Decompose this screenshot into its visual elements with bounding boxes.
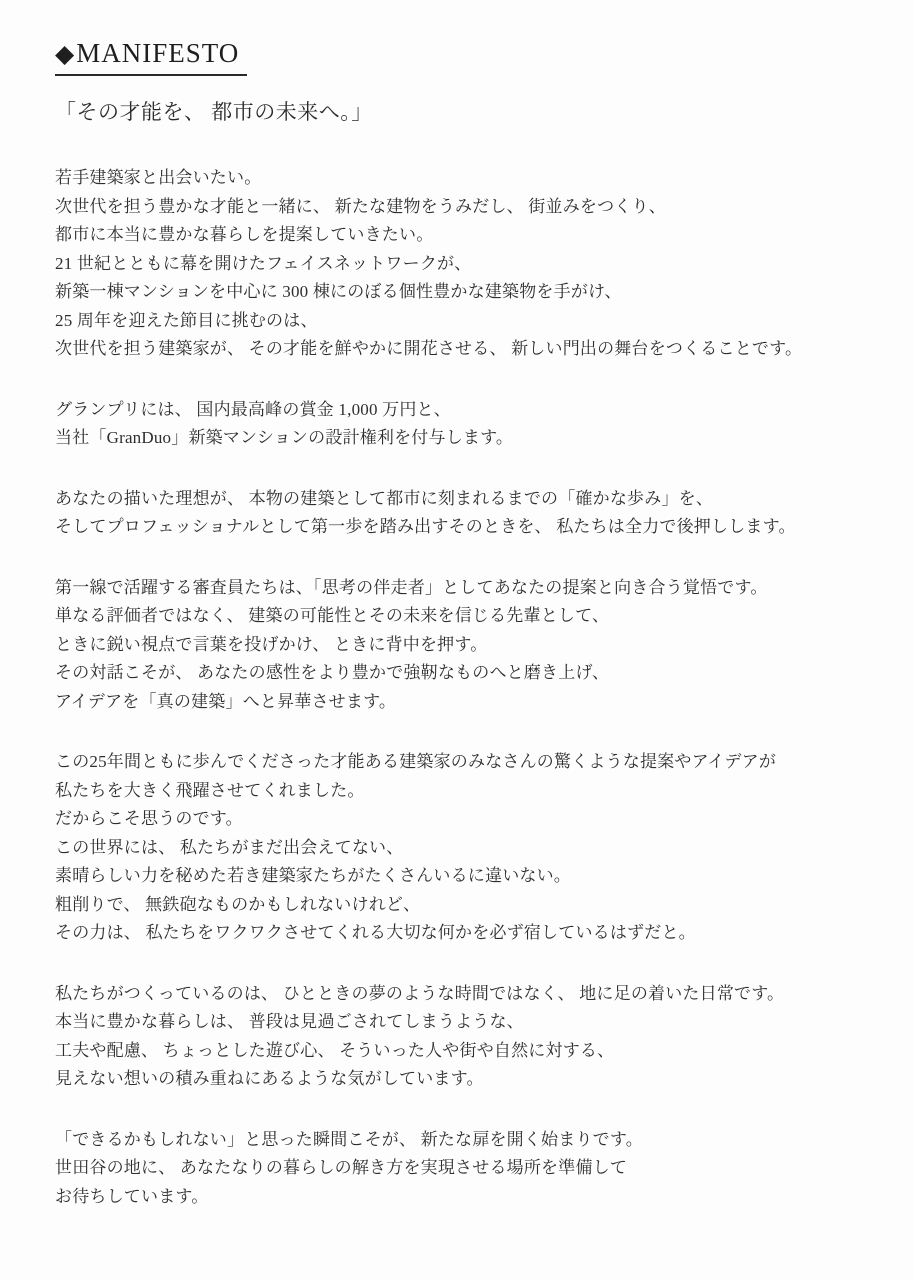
paragraph: [55, 485, 874, 542]
text-line: 第一線で活躍する審査員たちは、「思考の伴走者」としてあなたの提案と向き合う覚悟です。: [55, 577, 768, 597]
text-line: 工夫や配慮、 ちょっとした遊び心、 そういった人や街や自然に対する、: [55, 1040, 615, 1060]
text-line: この世界には、 私たちがまだ出会えてない、: [55, 837, 404, 857]
page-title: [55, 36, 247, 76]
paragraph: [55, 396, 874, 453]
text-line: 都市に本当に豊かな暮らしを提案していきたい。: [55, 225, 434, 244]
text-line: 粗削りで、 無鉄砲なものかもしれないけれど、: [55, 894, 421, 914]
paragraph: [55, 980, 874, 1094]
text-line: ときに鋭い視点で言葉を投げかけ、 ときに背中を押す。: [55, 634, 488, 654]
text-line: 若手建築家と出会いたい。: [55, 168, 262, 187]
diamond-icon: ◆: [55, 39, 76, 68]
text-line: そしてプロフェッショナルとして第一歩を踏み出すそのときを、 私たちは全力で後押しします。: [55, 517, 796, 536]
text-line: 素晴らしい力を秘めた若き建築家たちがたくさんいるに違いない。: [55, 866, 571, 885]
text-line: 世田谷の地に、 あなたなりの暮らしの解き方を実現させる場所を準備して: [55, 1158, 628, 1177]
paragraph: [55, 164, 874, 364]
headline: 「その才能を、 都市の未来へ。」: [55, 100, 373, 124]
text-line: 次世代を担う豊かな才能と一緒に、 新たな建物をうみだし、 街並みをつくり、: [55, 196, 666, 216]
text-line: 次世代を担う建築家が、 その才能を鮮やかに開花させる、 新しい門出の舞台をつくることです。: [55, 339, 803, 358]
text-line: 見えない想いの積み重ねにあるような気がしています。: [55, 1069, 484, 1088]
paragraph: [55, 1126, 874, 1212]
text-line: お待ちしています。: [55, 1186, 209, 1206]
text-line: 私たちがつくっているのは、 ひとときの夢のような時間ではなく、 地に足の着いた日常です。: [55, 983, 785, 1003]
text-line: 本当に豊かな暮らしは、 普段は見過ごされてしまうような、: [55, 1012, 524, 1031]
text-line: だからこそ思うのです。: [55, 809, 243, 828]
text-line: その対話こそが、 あなたの感性をより豊かで強靭なものへと磨き上げ、: [55, 663, 610, 682]
text-line: 「できるかもしれない」と思った瞬間こそが、 新たな扉を開く始まりです。: [55, 1129, 643, 1149]
text-line: 単なる評価者ではなく、 建築の可能性とその未来を信じる先輩として、: [55, 606, 610, 625]
paragraph: [55, 748, 874, 948]
text-line: その力は、 私たちをワクワクさせてくれる大切な何かを必ず宿しているはずだと。: [55, 923, 696, 942]
text-line: 新築一棟マンションを中心に 300 棟にのぼる個性豊かな建築物を手がけ、: [55, 282, 622, 301]
text-line: 私たちを大きく飛躍させてくれました。: [55, 780, 365, 800]
text-line: 25 周年を迎えた節目に挑むのは、: [55, 310, 318, 330]
text-line: この25年間ともに歩んでくださった才能ある建築家のみなさんの驚くような提案やアイデアが: [55, 752, 777, 771]
text-line: あなたの描いた理想が、 本物の建築として都市に刻まれるまでの「確かな歩み」を、: [55, 488, 714, 508]
body-text: [55, 164, 874, 1211]
text-line: アイデアを「真の建築」へと昇華させます。: [55, 691, 397, 711]
text-line: 当社「GranDuo」新築マンションの設計権利を付与します。: [55, 428, 514, 447]
page-title-text: MANIFESTO: [76, 38, 240, 68]
text-line: グランプリには、 国内最高峰の賞金 1,000 万円と、: [55, 399, 451, 419]
text-line: 21 世紀とともに幕を開けたフェイスネットワークが、: [55, 253, 472, 273]
paragraph: [55, 574, 874, 717]
